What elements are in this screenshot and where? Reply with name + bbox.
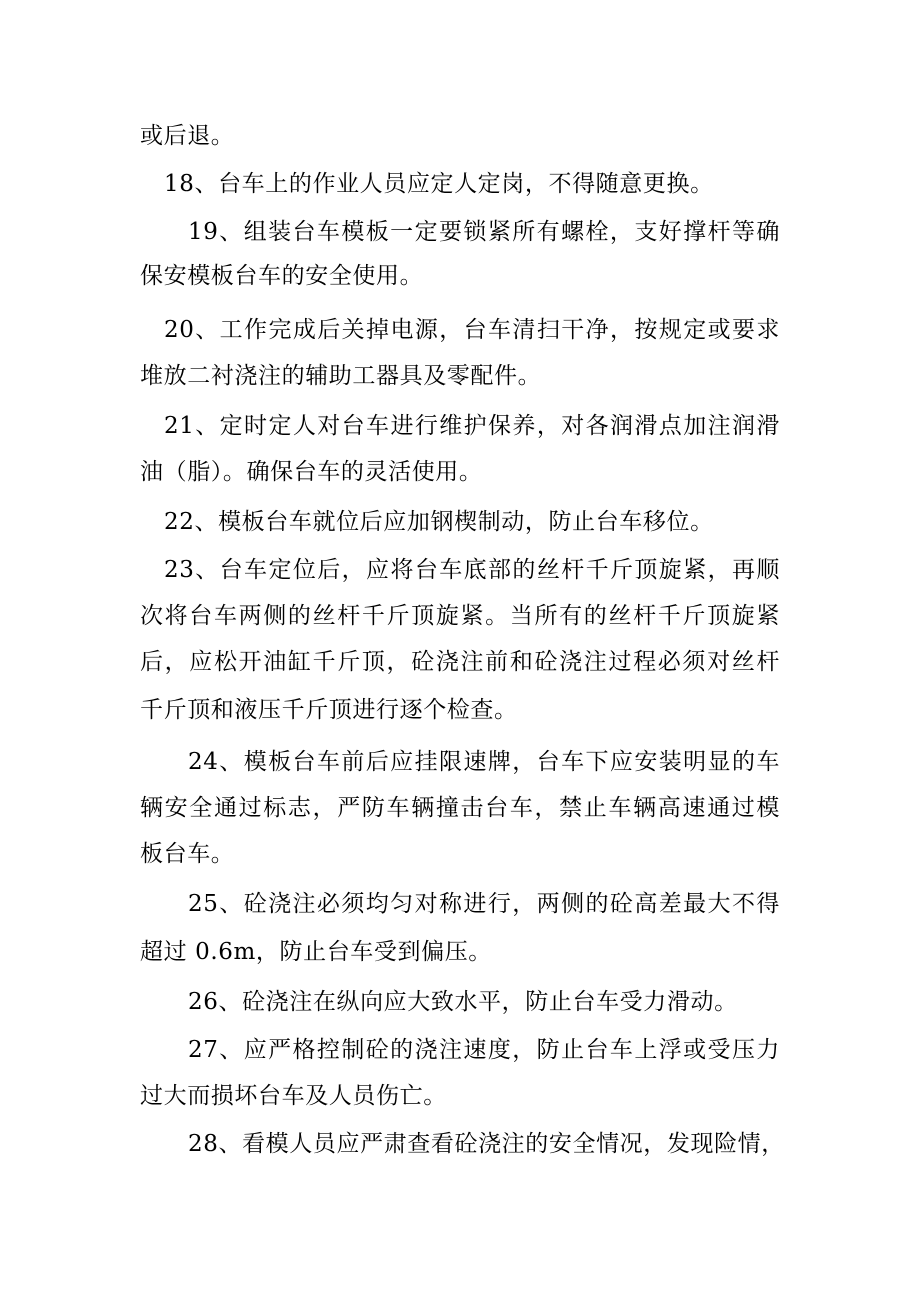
text-line: 油（脂）。确保台车的灵活使用。 bbox=[140, 459, 483, 485]
text-line: 18、台车上的作业人员应定人定岗，不得随意更换。 bbox=[164, 171, 714, 197]
text-line: 28、看模人员应严肃查看砼浇注的安全情况，发现险情， bbox=[188, 1131, 785, 1157]
text-line: 24、模板台车前后应挂限速牌，台车下应安装明显的车 bbox=[188, 749, 780, 775]
text-line: 20、工作完成后关掉电源，台车清扫干净，按规定或要求 bbox=[164, 317, 780, 343]
text-line: 后，应松开油缸千斤顶，砼浇注前和砼浇注过程必须对丝杆 bbox=[140, 649, 780, 675]
text-line: 保安模板台车的安全使用。 bbox=[140, 263, 424, 289]
text-line: 25、砼浇注必须均匀对称进行，两侧的砼高差最大不得 bbox=[188, 891, 780, 917]
text-line: 22、模板台车就位后应加钢楔制动，防止台车移位。 bbox=[164, 509, 714, 535]
text-line: 辆安全通过标志，严防车辆撞击台车，禁止车辆高速通过模 bbox=[140, 795, 780, 821]
text-line: 超过 0.6m，防止台车受到偏压。 bbox=[140, 939, 492, 965]
text-line: 23、台车定位后，应将台车底部的丝杆千斤顶旋紧，再顺 bbox=[164, 557, 780, 583]
text-line: 21、定时定人对台车进行维护保养，对各润滑点加注润滑 bbox=[164, 413, 780, 439]
text-line: 堆放二衬浇注的辅助工器具及零配件。 bbox=[140, 363, 542, 389]
text-line: 19、组装台车模板一定要锁紧所有螺栓，支好撑杆等确 bbox=[188, 219, 780, 245]
text-line: 26、砼浇注在纵向应大致水平，防止台车受力滑动。 bbox=[188, 989, 738, 1015]
text-line: 板台车。 bbox=[140, 841, 235, 867]
text-line: 27、应严格控制砼的浇注速度，防止台车上浮或受压力 bbox=[188, 1037, 780, 1063]
text-line: 过大而损坏台车及人员伤亡。 bbox=[140, 1083, 447, 1109]
text-line: 千斤顶和液压千斤顶进行逐个检查。 bbox=[140, 697, 518, 723]
text-line: 次将台车两侧的丝杆千斤顶旋紧。当所有的丝杆千斤顶旋紧 bbox=[140, 603, 780, 629]
text-line: 或后退。 bbox=[140, 123, 235, 149]
